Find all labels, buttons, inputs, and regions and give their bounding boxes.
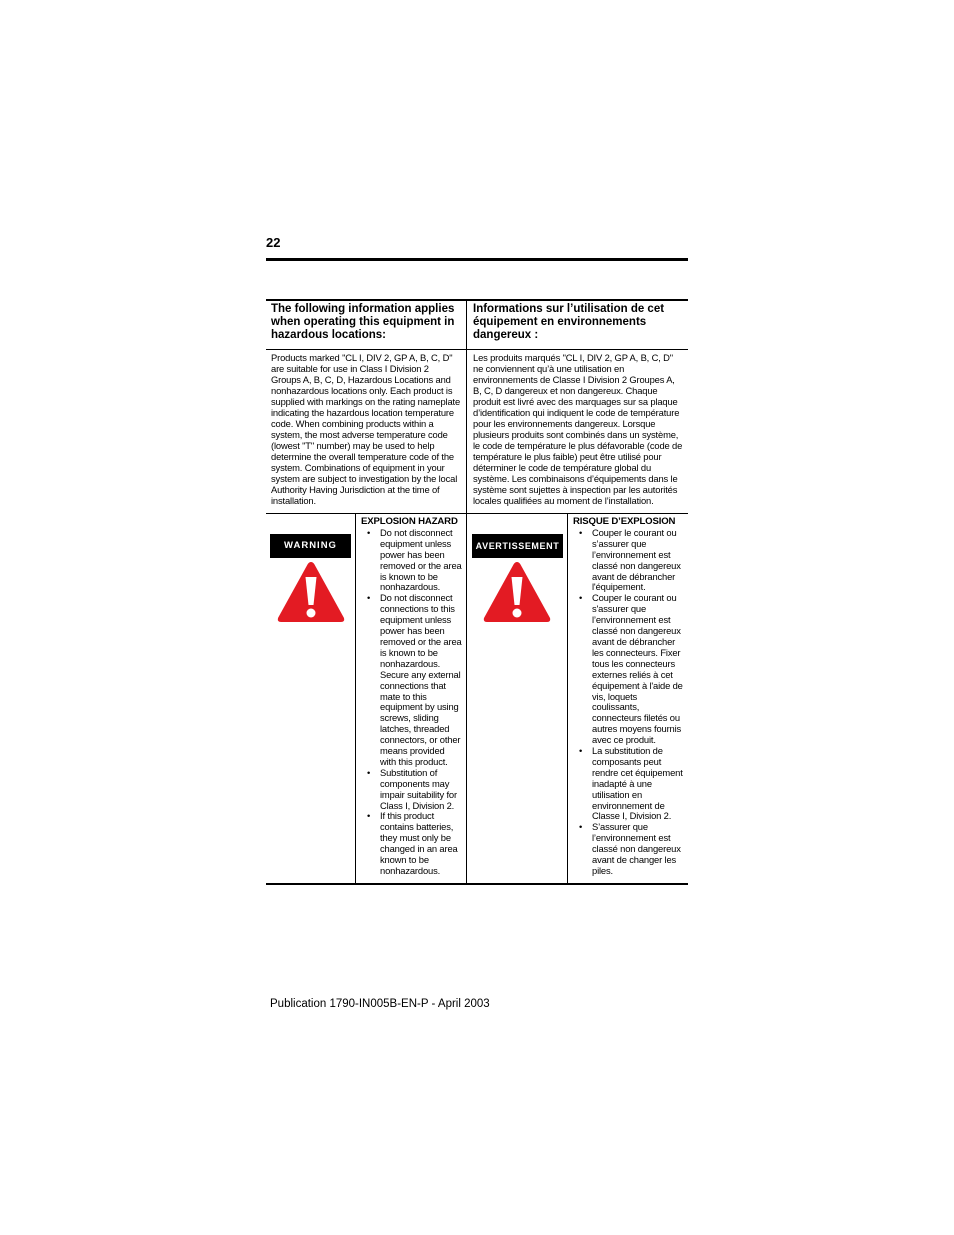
list-item: • S’assurer que l’environnement est classé non dangereux avant de changer les piles. [573,822,684,877]
warning-triangle-icon [482,560,552,624]
publication-footer: Publication 1790-IN005B-EN-P - April 2003 [270,998,490,1010]
avertissement-label: AVERTISSEMENT [472,534,563,558]
warning-text-english [356,514,467,883]
header-english: The following information applies when operating this equipment in hazardous locations: [266,301,467,349]
page-number: 22 [266,235,281,250]
header-rule [266,258,688,261]
list-item: • Do not disconnect connections to this equipment unless power has been removed or the area is known to be nonhazardous. Secure any external connections that mate to this equipment by using screws, sliding latches, threaded connectors, or other means provided with this product. [361,593,462,768]
warning-triangle-icon [276,560,346,624]
table-body-row [266,350,688,514]
warning-row [266,514,688,883]
list-item: • La substitution de composants peut rendre cet équipement inadapté à une utilisation en environnement de Classe I, Division 2. [573,746,684,822]
hazard-title-english: EXPLOSION HAZARD [361,516,458,527]
list-item: • Couper le courant ou s’assurer que l’environnement est classé non dangereux avant de débrancher l'équipement. [573,528,684,593]
list-item: • Substitution of components may impair suitability for Class I, Division 2. [361,768,462,812]
list-item: • Do not disconnect equipment unless power has been removed or the area is known to be nonhazardous. [361,528,462,593]
header-french: Informations sur l’utilisation de cet équipement en environnements dangereux : [473,303,665,341]
list-item: • If this product contains batteries, they must only be changed in an area known to be nonhazardous. [361,811,462,876]
hazard-list-french [573,528,684,877]
hazard-list-english [361,528,462,877]
hazard-title-french: RISQUE D’EXPLOSION [573,516,676,527]
table-header-row [266,301,688,350]
warning-label: WARNING [270,534,351,558]
warning-symbol-cell-french [467,514,568,883]
body-english: Products marked "CL I, DIV 2, GP A, B, C, D" are suitable for use in Class I Division 2 Groups A, B, C, D, Hazardous Locations and nonhazardous locations only. Each product is supplied with markings on the rating nameplate indicating the hazardous location temperature code. When combining products within a system, the most adverse temperature code (lowest "T" number) may be used to help determine the overall temperature code of the system. Combinations of equipment in your system are subject to investigation by the local Authority Having Jurisdiction at the time of installation. [266,350,467,513]
list-item: • Couper le courant ou s'assurer que l’environnement est classé non dangereux avant de débrancher les connecteurs. Fixer tous les connecteurs externes reliés à cet équipement à l'aide de vis, loquets coulissants, connecteurs filetés ou autres moyens fournis avec ce produit. [573,593,684,746]
warning-text-french [568,514,688,883]
warning-symbol-cell-english [266,514,356,883]
body-french: Les produits marqués "CL I, DIV 2, GP A, B, C, D" ne conviennent qu’à une utilisation en environnements de Classe I Division 2 Groupes A, B, C, D dangereux et non dangereux. Chaque produit est livré avec des marquages sur sa plaque d’identification qui indiquent le code de température pour les environnements dangereux. Lorsque plusieurs produits sont combinés dans un système, le code de température le plus défavorable (code de température le plus faible) peut être utilisé pour déterminer le code de température global du système. Les combinaisons d’équipements dans le système sont sujettes à inspection par les autorités locales qualifiées au moment de l’installation. [473,352,683,506]
hazardous-locations-table [266,299,688,885]
